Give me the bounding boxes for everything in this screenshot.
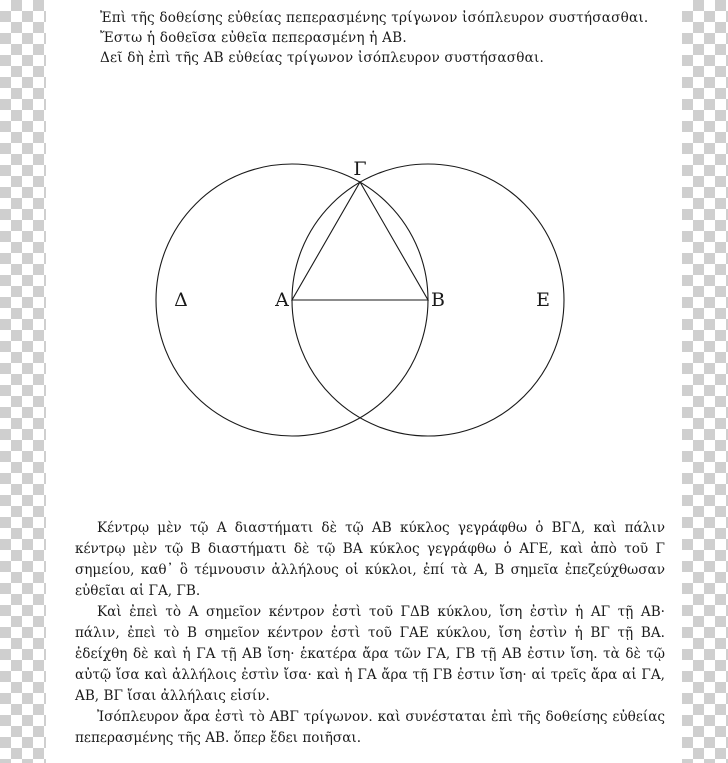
label-gamma: Γ xyxy=(353,158,367,180)
proof-text xyxy=(75,518,665,749)
document-page xyxy=(46,0,682,763)
proposition-line: Δεῖ δὴ ἐπὶ τῆς ΑΒ εὐθείας τρίγωνον ἰσόπλευρον συστήσασθαι. xyxy=(100,50,545,66)
label-beta: Β xyxy=(431,289,445,311)
proof-paragraph: Κέντρῳ μὲν τῷ Α διαστήματι δὲ τῷ ΑΒ κύκλος γεγράφθω ὁ ΒΓΔ, καὶ πάλιν κέντρῳ μὲν τῷ Β διαστήματι δὲ τῷ ΒΑ κύκλος γεγράφθω ὁ ΑΓΕ, καὶ ἀπὸ τοῦ Γ σημείου, καθ᾽ ὃ τέμνουσιν ἀλλήλους οἱ κύκλοι, ἐπί τὰ Α, Β σημεῖα ἐπεζεύχθωσαν εὐθεῖαι αἱ ΓΑ, ΓΒ. xyxy=(75,520,665,599)
figure-svg xyxy=(46,150,682,440)
label-delta: Δ xyxy=(174,289,188,311)
label-alpha: Α xyxy=(275,289,289,311)
proof-paragraph: Καὶ ἐπεὶ τὸ Α σημεῖον κέντρον ἐστὶ τοῦ ΓΔΒ κύκλου, ἴση ἐστὶν ἡ ΑΓ τῇ ΑΒ· πάλιν, ἐπεὶ τὸ Β σημεῖον κέντρον ἐστὶ τοῦ ΓΑΕ κύκλου, ἴση ἐστὶν ἡ ΒΓ τῇ ΒΑ. ἐδείχθη δὲ καὶ ἡ ΓΑ τῇ ΑΒ ἴση· ἑκατέρα ἄρα τῶν ΓΑ, ΓΒ τῇ ΑΒ ἐστιν ἴση. τὰ δὲ τῷ αὐτῷ ἴσα καὶ ἀλλήλοις ἐστὶν ἴσα· καὶ ἡ ΓΑ ἄρα τῇ ΓΒ ἐστιν ἴση· αἱ τρεῖς ἄρα αἱ ΓΑ, ΑΒ, ΒΓ ἴσαι ἀλλήλαις εἰσίν. xyxy=(75,604,665,704)
label-epsilon: Ε xyxy=(536,289,550,311)
proposition-statement xyxy=(100,8,660,68)
proposition-line: Ἔστω ἡ δοθεῖσα εὐθεῖα πεπερασμένη ἡ ΑΒ. xyxy=(100,30,407,46)
proposition-line: Ἐπὶ τῆς δοθείσης εὐθείας πεπερασμένης τρίγωνον ἰσόπλευρον συστήσασθαι. xyxy=(100,10,649,26)
construction-figure xyxy=(46,150,682,440)
proof-paragraph: Ἰσόπλευρον ἄρα ἐστὶ τὸ ΑΒΓ τρίγωνον. καὶ συνέσταται ἐπὶ τῆς δοθείσης εὐθείας πεπερασμένης τῆς ΑΒ. ὅπερ ἔδει ποιῆσαι. xyxy=(75,709,665,746)
equilateral-triangle xyxy=(292,182,428,300)
